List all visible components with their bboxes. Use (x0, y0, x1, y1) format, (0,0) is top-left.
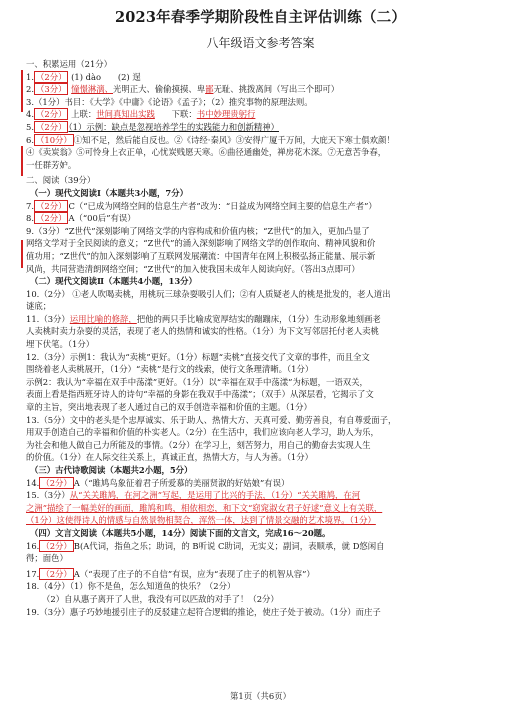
answer-body: 一、积累运用（21分） 1. （2分） (1) dào (2) 逞 2. （3分） 憧憬淋漓、光明正大、偷偷摸摸、卑鄙无耻、挑拨离间（写出三个即可） 3.（1分）书目：《大学》《中庸》《论语》《孟子》；（2）推究事物的原理法则。 4. （2分） 上联：世间真知出实践 下联：书中妙理贵躬行 5. （2分） （1）示例：缺点是忽视培养学生的实践能力和创新精神） 6. （10分） ①知不足，然后能自反也。②《诗经·秦风》③安得广厦千万间，大庇天下寒士俱欢颜！ ④《卖炭翁》⑤可怜身上衣正单，心忧炭贱愿天寒。⑥曲径通幽处，禅房花木深。⑦无意苦争春， 一任群芳妒。 二、阅读（39分） （一）现代文阅读Ⅰ（本题共3小题，7分） 7. （2分） C（“已成为网络空间的信息生产者”改为：“日益成为网络空间主要的信息生产者”） 8. （2分） A（“00后”有误） 9.（3分）“Z世代”深刻影响了网络文学的内容构成和价值内核；“Z世代”的加入，更加凸显了 网络文学对于全民阅读的意义；“Z世代”的涌入深刻影响了网络文学的创作取向、精神风貌和价 值功用；“Z世代”的加入深刻影响了互联网发展潮流：中国青年在网上积极弘扬正能量、展示新 风尚，共同营造清朗网络空间；“Z世代”的加入使我国未成年人阅读向好。（答出3点即可） （二）现代文阅读Ⅱ（本题共4小题，13分） 10.（2分） ①老人吹喝卖桃，用桃玩三球杂耍吸引人们；②有人质疑老人的桃是批发的，老人道出 谜底； 11.（3分）运用比喻的修辞，把他的两只手比喻成宽厚结实的蹦蹦床，（1分）生动形象地刻画老 人卖桃时卖力杂耍的灵活，表现了老人的热情和诚实的性格。（1分）为下文写邻居托付老人卖桃 埋下伏笔。（1分） 12.（3分）示例1：我认为“卖桃”更好。（1分）标题“卖桃”直接交代了文章的事件，而且全文 围绕着老人卖桃展开，（1分）“卖桃”是行文的线索，使行文条理清晰。（1分） 示例2：我认为“幸福在双手中荡漾”更好。（1分）以“幸福在双手中荡漾”为标题，一语双关， 表面上看是指西班牙诗人的诗句“幸福的身影在我双手中荡漾”；（双手）从深层看，它揭示了文 章的主旨，突出地表现了老人通过自己的双手创造幸福和价值的主题。（1分） 13.（5分）文中的老头是个忠厚诚实、乐于助人、热情大方、天真可爱、勤劳善良，有自尊爱面子， 用双手创造自己的幸福和价值的朴实老人。（2分）在生活中，我们应该向老人学习，助人为乐， 为社会和他人做自己力所能及的事情。（2分）在学习上，刻苦努力，用自己的勤奋去实现人生 的价值。（1分）在人际交往关系上，真诚正直，热情大方，与人为善。（1分） （三）古代诗歌阅读（本题共2小题，5分） 14. （2分） A（“雎鸠鸟象征着君子所爱慕的美丽贤淑的好姑娘”有误） 15.（3分）从“关关雎鸠，在河之洲”写起，是运用了比兴的手法，（1分）“关关雎鸠，在河 之洲”描绘了一幅美好的画面，雎鸠和鸣，相依相恋，和下文“窈窕淑女君子好逑”意义上有关联， （1分）这使得诗人的情感与自然景物相契合，浑然一体，达到了情景交融的艺术境界。（1分） （四）文言文阅读（本题共5小题，14分）阅读下面的文言文，完成16～20题。 16. （2分） B(A代词，指鱼之乐；助词，的 B听说 C助词，无实义；副词，表顺承，就 D悠闲自 得；面色） 17. （2分） A（“表现了庄子的不自信”有误，应为“表现了庄子的机智从容”） 18.（4分）（1）你不是鱼，怎么知道鱼的快乐？（2分） （2）自从惠子离开了人世，我没有可以匹敌的对手了！（2分） 19.（3分）惠子巧妙地援引庄子的反驳建立起符合逻辑的推论，使庄子处于被动。（1分）而庄子 (26, 58, 504, 618)
score-box: （3分） (36, 84, 67, 95)
rhetoric-highlight: 运用比喻的修辞， (69, 313, 137, 324)
section-heading-reading: 二、阅读（39分） (26, 175, 96, 186)
margin-mark-2 (21, 146, 23, 176)
score-box: （10分） (36, 134, 72, 145)
score-box: （2分） (41, 477, 72, 488)
score-box: （2分） (36, 213, 67, 224)
score-box: （2分） (41, 568, 72, 579)
answer-5: 5. （2分） （1）示例：缺点是忽视培养学生的实践能力和创新精神） (26, 121, 279, 132)
corrected-char: 鄙 (205, 84, 214, 95)
score-box: （2分） (36, 71, 67, 82)
page-footer: 第1页（共6页） (230, 691, 291, 701)
answer-1: 1. （2分） (1) dào (2) 逞 (26, 71, 141, 82)
corrected-words: 憧憬淋漓、 (71, 84, 114, 95)
answer-7: 7. （2分） C（“已成为网络空间的信息生产者”改为：“日益成为网络空间主要的信息生产者”） (26, 200, 377, 211)
subsection-heading: （三）古代诗歌阅读（本题共2小题，5分） (30, 465, 193, 475)
subsection-heading: （一）现代文阅读Ⅰ（本题共3小题，7分） (30, 187, 188, 198)
answer-19: 19.（3分）惠子巧妙地援引庄子的反驳建立起符合逻辑的推论，使庄子处于被动。（1分）而庄子 (26, 606, 381, 617)
margin-mark-3 (21, 240, 23, 268)
section-heading-accumulation: 一、积累运用（21分） (26, 59, 113, 69)
answer-4: 4. （2分） 上联：世间真知出实践 下联：书中妙理贵躬行 (26, 109, 256, 120)
answer-9: 9.（3分）“Z世代”深刻影响了网络文学的内容构成和价值内核；“Z世代”的加入，更加凸显了 (26, 225, 370, 236)
answer-16: 16. （2分） B(A代词，指鱼之乐；助词，的 B听说 C助词，无实义；副词，表顺承，就 D悠闲自 (26, 540, 385, 551)
page-title: 2023年春季学期阶段性自主评估训练（二） (114, 9, 407, 26)
subsection-heading: （四）文言文阅读（本题共5小题，14分）阅读下面的文言文，完成16～20题。 (30, 527, 331, 538)
answer-15: 15.（3分）从“关关雎鸠，在河之洲”写起，是运用了比兴的手法，（1分）“关关雎鸠，在河 (26, 490, 361, 501)
subsection-heading: （二）现代文阅读Ⅱ（本题共4小题，13分） (30, 276, 197, 287)
score-box: （2分） (36, 109, 67, 120)
answer-14: 14. （2分） A（“雎鸠鸟象征着君子所爱慕的美丽贤淑的好姑娘”有误） (26, 477, 290, 488)
answer-17: 17. （2分） A（“表现了庄子的不自信”有误，应为“表现了庄子的机智从容”） (26, 568, 315, 579)
answer-6: 6. （10分） ①知不足，然后能自反也。②《诗经·秦风》③安得广厦千万间，大庇天下寒士俱欢颜！ (26, 134, 395, 145)
answer-13: 13.（5分）文中的老头是个忠厚诚实、乐于助人、热情大方、天真可爱、勤劳善良，有自尊爱面子， (26, 414, 397, 425)
score-box: （2分） (36, 200, 67, 211)
answer-18: 18.（4分）（1）你不是鱼，怎么知道鱼的快乐？（2分） (26, 581, 236, 592)
margin-mark-1 (21, 70, 23, 112)
answer-2: 2. （3分） 憧憬淋漓、光明正大、偷偷摸摸、卑鄙无耻、挑拨离间（写出三个即可） (26, 84, 340, 95)
answer-3: 3.（1分）书目：《大学》《中庸》《论语》《孟子》；（2）推究事物的原理法则。 (26, 96, 313, 107)
answer-10: 10.（2分） ①老人吹喝卖桃，用桃玩三球杂耍吸引人们；②有人质疑老人的桃是批发的，老人道出 (26, 288, 391, 299)
answer-12: 12.（3分）示例1：我认为“卖桃”更好。（1分）标题“卖桃”直接交代了文章的事件，而且全文 (26, 351, 370, 362)
score-box: （2分） (41, 540, 72, 551)
score-box: （2分） (36, 121, 67, 132)
page-subtitle: 八年级语文参考答案 (206, 36, 315, 50)
couplet-lower: 书中妙理贵躬行 (196, 109, 256, 120)
answer-8: 8. （2分） A（“00后”有误） (26, 213, 136, 224)
couplet-upper: 世间真知出实践 (96, 109, 155, 120)
answer-11: 11.（3分）运用比喻的修辞，把他的两只手比喻成宽厚结实的蹦蹦床，（1分）生动形象地刻画老 (26, 313, 381, 324)
